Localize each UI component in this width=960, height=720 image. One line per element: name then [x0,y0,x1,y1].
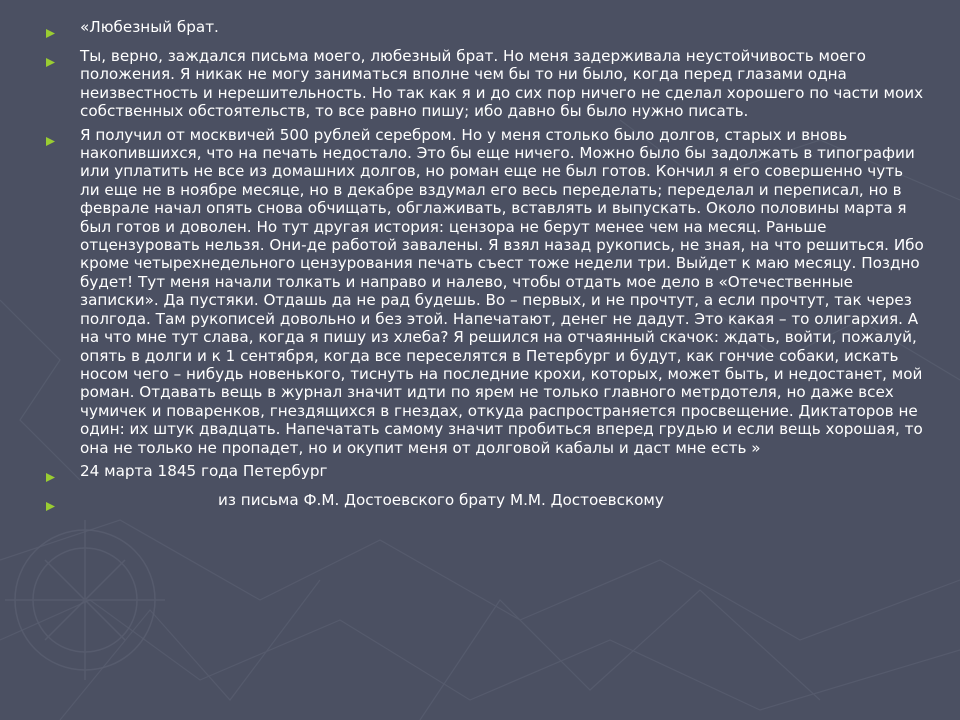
bullet-item-date [46,462,926,486]
bullet-text: 24 марта 1845 года Петербург [80,461,328,480]
bullet-arrow-icon [46,18,80,42]
bullet-text: из письма Ф.М. Достоевского брату М.М. Достоевскому [218,490,664,509]
bullet-text: Я получил от москвичей 500 рублей серебром. Но у меня столько было долгов, старых и вновь накопившихся, что на печать недостало. Это бы еще ничего. Можно было бы задолжать в типографии или уплатить не все из домашних долгов, но роман еще не был готов. Кончил я его совершенно чуть ли еще не в ноябре месяце, но в декабре вздумал его весь переделать; переделал и переписал, но в феврале начал опять снова обчищать, обглаживать, вставлять и выпускать. Около половины марта я был готов и доволен. Но тут другая история: цензора не берут менее чем на месяц. Раньше отцензуровать нельзя. Они-де работой завалены. Я взял назад рукопись, не зная, на что решиться. Ибо кроме четырехнедельного цензурования печать съест тоже недели три. Выйдет к маю месяцу. Поздно будет! Тут меня начали толкать и направо и налево, чтобы отдать мое дело в «Отечественные записки». Да пустяки. Отдашь да не рад будешь. Во – первых, и не прочтут, а если прочтут, так через полгода. Там рукописей довольно и без этой. Напечатают, денег не дадут. Это какая – то олигархия. А на что мне тут слава, когда я пишу из хлеба? Я решился на отчаянный скачок: ждать, войти, пожалуй, опять в долги и к 1 сентября, когда все переселятся в Петербург и будут, как гончие собаки, искать носом чего – нибудь новенького, тиснуть на последние крохи, которых, может быть, и недостанет, мой роман. Отдавать вещь в журнал значит идти по ярем не только главного метрдотеля, но даже всех чумичек и поваренков, гнездящихся в гнездах, откуда распространяется просвещение. Диктаторов не один: их штук двадцать. Напечатать самому значит пробиться вперед грудью и если вещь хорошая, то она не только не пропадет, но и окупит меня от долговой кабалы и даст мне есть » [80,125,924,457]
bullet-arrow-icon [46,462,80,486]
bullet-text: «Любезный брат. [80,18,219,36]
bullet-item-greeting [46,18,926,42]
slide-body [46,18,926,520]
bullet-arrow-icon [46,491,80,515]
bullet-text: Ты, верно, заждался письма моего, любезный брат. Но меня задерживала неустойчивость моего положения. Я никак не могу заниматься вполне чем бы то ни было, когда перед глазами одна неизвестность и нерешительность. Но так как я и до сих пор ничего не сделал хорошего по части моих собственных обстоятельств, то все равно пишу; ибо давно бы было нужно писать. [80,47,924,121]
bullet-item-signature [46,491,926,515]
bullet-arrow-icon [46,126,80,150]
bullet-arrow-icon [46,47,80,71]
bullet-item-paragraph-2 [46,126,926,457]
bullet-item-paragraph-1 [46,47,926,121]
